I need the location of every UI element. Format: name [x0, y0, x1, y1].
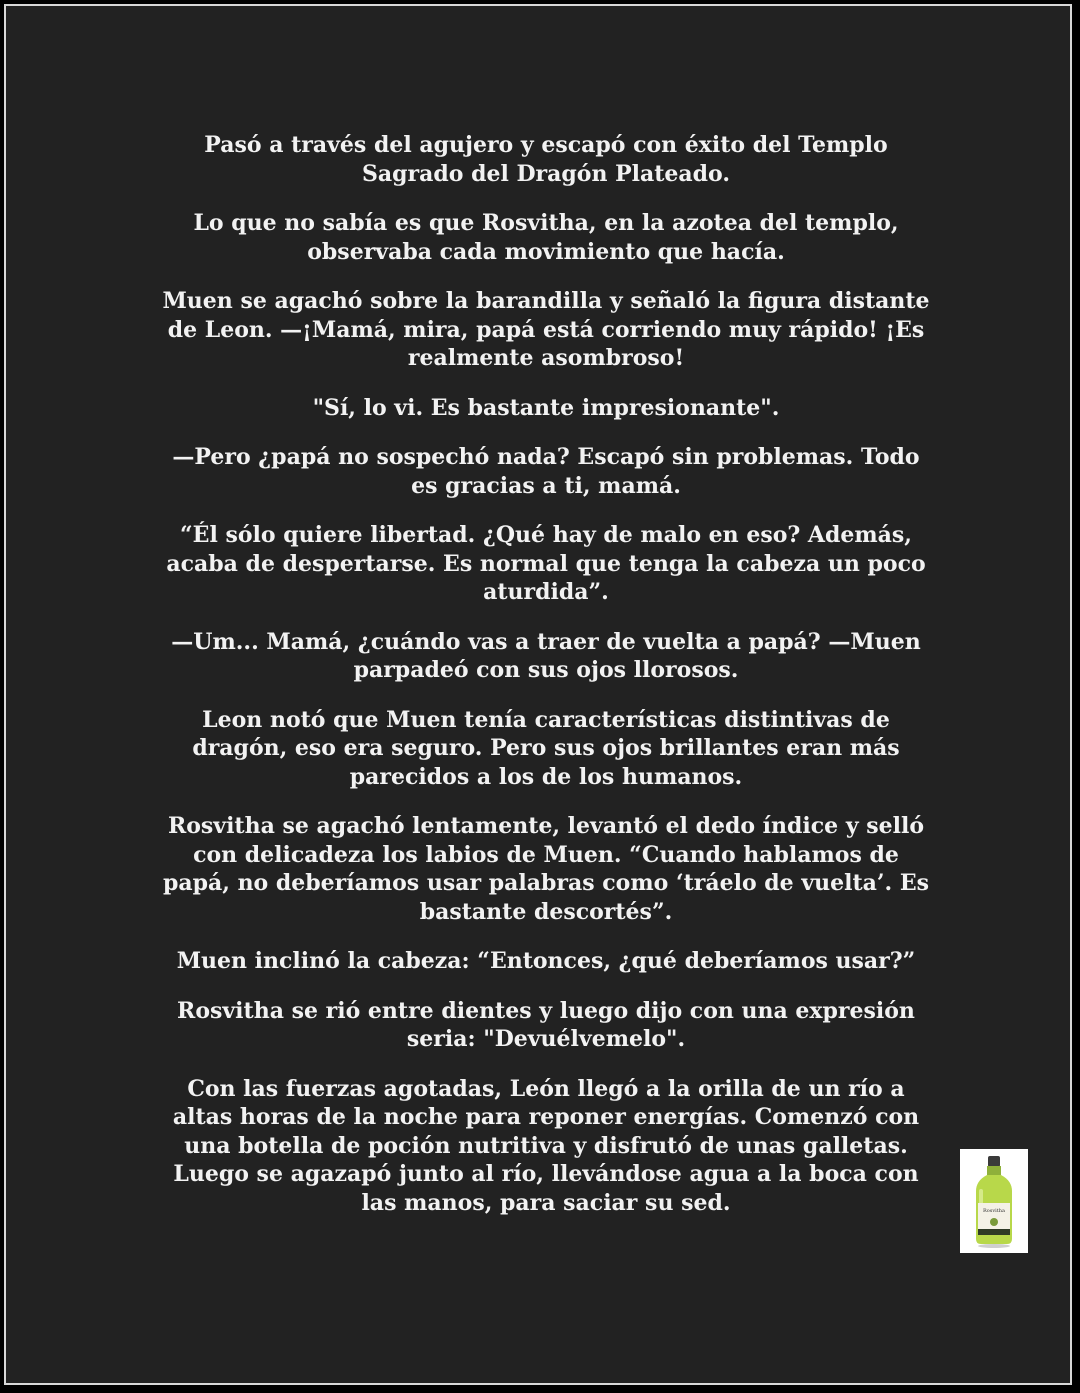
- paragraph: "Sí, lo vi. Es bastante impresionante".: [312, 394, 780, 421]
- paragraph: Leon notó que Muen tenía características distintivas de dragón, eso era seguro. Pero sus ojos brillantes eran más parecidos a los de los humanos.: [192, 706, 900, 790]
- paragraph: Muen inclinó la cabeza: “Entonces, ¿qué deberíamos usar?”: [176, 948, 916, 974]
- paragraph: Rosvitha se rió entre dientes y luego dijo con una expresión seria: "Devuélvemelo".: [177, 997, 915, 1052]
- paragraph: “Él sólo quiere libertad. ¿Qué hay de malo en eso? Además, acaba de despertarse. Es normal que tenga la cabeza un poco aturdida”.: [166, 522, 926, 605]
- paragraph: Lo que no sabía es que Rosvitha, en la azotea del templo, observaba cada movimiento que hacía.: [193, 210, 899, 265]
- paragraph: Pasó a través del agujero y escapó con éxito del Templo Sagrado del Dragón Plateado.: [204, 132, 888, 187]
- bottle-label-text: Rosvitha: [983, 1208, 1005, 1214]
- paragraph: Rosvitha se agachó lentamente, levantó el dedo índice y selló con delicadeza los labios de Muen. “Cuando hablamos de papá, no deberíamos usar palabras como ‘tráelo de vuelta’. Es bastante descortés”.: [162, 813, 930, 925]
- paragraph: Con las fuerzas agotadas, León llegó a la orilla de un río a altas horas de la noche para reponer energías. Comenzó con una botella de poción nutritiva y disfrutó de unas galletas. Luego se agazapó junto al río, llevándose agua a la boca con las manos, para saciar su sed.: [172, 1075, 920, 1216]
- paragraph: —Pero ¿papá no sospechó nada? Escapó sin problemas. Todo es gracias a ti, mamá.: [172, 444, 920, 499]
- story-text: [156, 131, 936, 1238]
- potion-bottle-icon: [960, 1149, 1028, 1253]
- potion-bottle-image: [960, 1149, 1028, 1253]
- paragraph: Muen se agachó sobre la barandilla y señaló la figura distante de Leon. —¡Mamá, mira, papá está corriendo muy rápido! ¡Es realmente asombroso!: [162, 288, 930, 371]
- paragraph: —Um... Mamá, ¿cuándo vas a traer de vuelta a papá? —Muen parpadeó con sus ojos llorosos.: [171, 628, 921, 683]
- page-frame: [4, 4, 1072, 1385]
